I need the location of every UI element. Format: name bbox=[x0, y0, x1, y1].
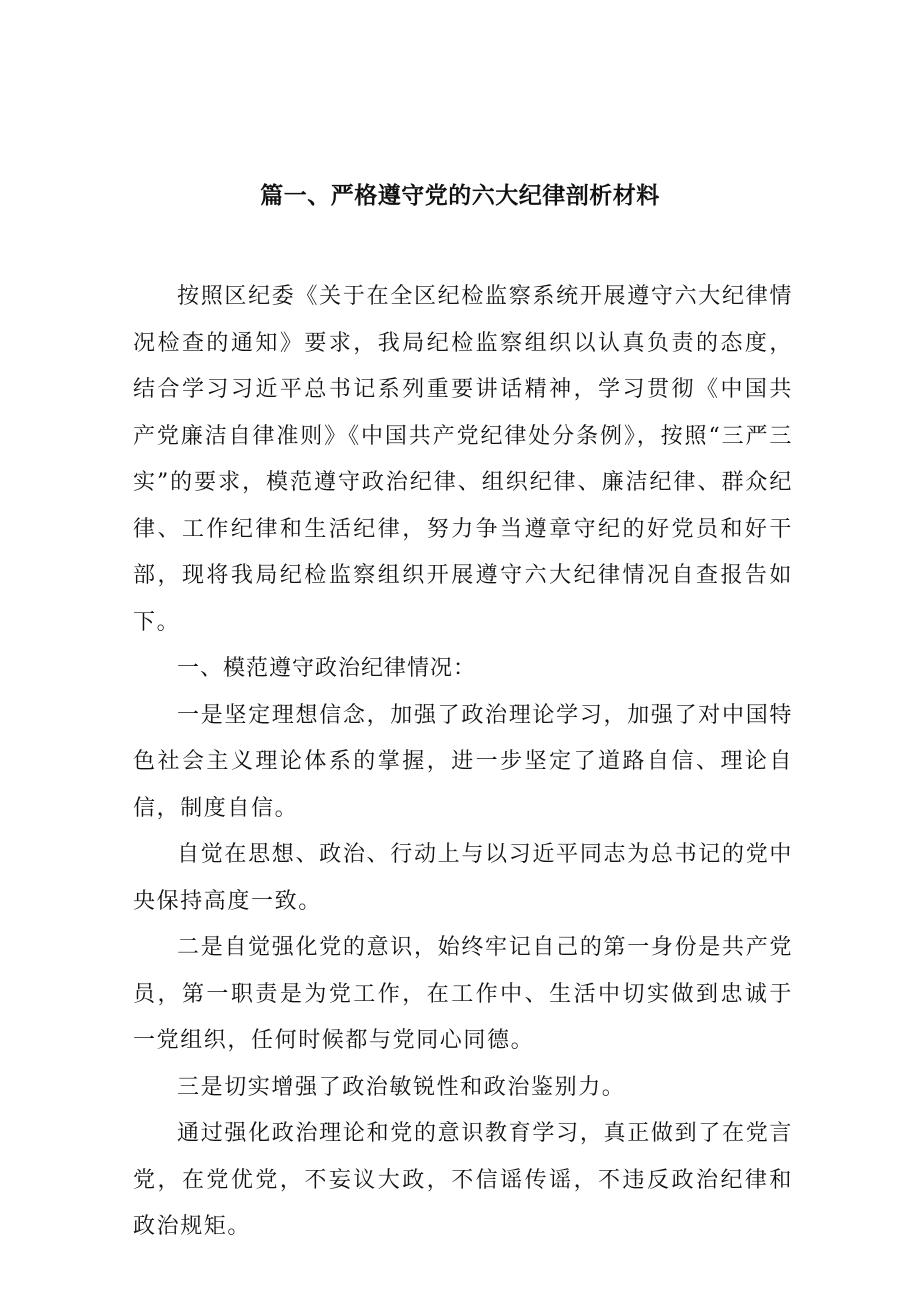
body-paragraph: 一是坚定理想信念，加强了政治理论学习，加强了对中国特色社会主义理论体系的掌握，进一步坚定了道路自信、理论自信，制度自信。 bbox=[133, 702, 793, 821]
body-paragraph: 二是自觉强化党的意识，始终牢记自己的第一身份是共产党员，第一职责是为党工作，在工作中、生活中切实做到忠诚于一党组织，任何时候都与党同心同德。 bbox=[133, 935, 793, 1053]
body-paragraph: 通过强化政治理论和党的意识教育学习，真正做到了在党言党，在党优党，不妄议大政，不信谣传谣，不违反政治纪律和政治规矩。 bbox=[133, 1121, 793, 1239]
document-body bbox=[133, 274, 793, 1251]
body-paragraph: 自觉在思想、政治、行动上与以习近平同志为总书记的党中央保持高度一致。 bbox=[133, 842, 793, 914]
body-paragraph: 三是切实增强了政治敏锐性和政治鉴别力。 bbox=[177, 1074, 626, 1100]
intro-paragraph: 按照区纪委《关于在全区纪检监察系统开展遵守六大纪律情况检查的通知》要求，我局纪检监察组织以认真负责的态度，结合学习习近平总书记系列重要讲话精神，学习贯彻《中国共产党廉洁自律准则》《中国共产党纪律处分条例》，按照“三严三实”的要求，模范遵守政治纪律、组织纪律、廉洁纪律、群众纪律、工作纪律和生活纪律，努力争当遵章守纪的好党员和好干部，现将我局纪检监察组织开展遵守六大纪律情况自查报告如下。 bbox=[133, 284, 793, 635]
section-heading: 一、模范遵守政治纪律情况： bbox=[177, 656, 477, 681]
document-title: 篇一、严格遵守党的六大纪律剖析材料 bbox=[260, 183, 660, 209]
